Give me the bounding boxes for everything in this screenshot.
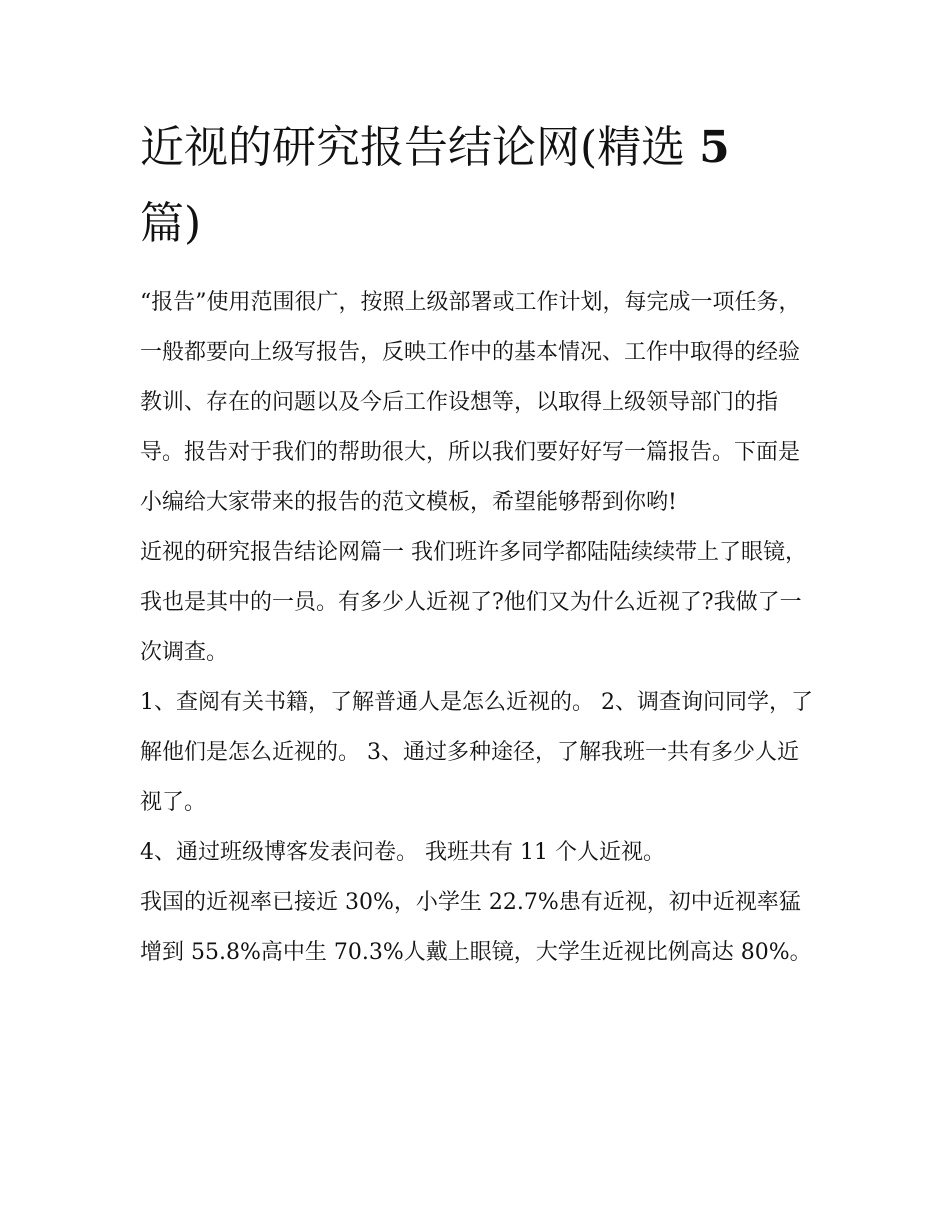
title-text: 近视的研究报告结论网(精选 — [140, 122, 700, 173]
steps-paragraph: 1、查阅有关书籍，了解普通人是怎么近视的。 2、调查询问同学，了解他们是怎么近视的。 3、通过多种途径，了解我班一共有多少人近视了。 — [140, 690, 813, 815]
section-intro-paragraph: 近视的研究报告结论网篇一 我们班许多同学都陆陆续续带上了眼镜，我也是其中的一员。有多少人近视了?他们又为什么近视了?我做了一次调查。 — [140, 540, 807, 665]
intro-paragraph: “报告”使用范围很广，按照上级部署或工作计划，每完成一项任务，一般都要向上级写报告，反映工作中的基本情况、工作中取得的经验教训、存在的问题以及今后工作设想等，以取得上级领导部门的指导。报告对于我们的帮助很大，所以我们要好好写一篇报告。下面是小编给大家带来的报告的范文模板，希望能够帮到你哟! — [140, 290, 801, 515]
survey-paragraph: 4、通过班级博客发表问卷。 我班共有 11 个人近视。 — [140, 840, 665, 865]
document-title — [140, 110, 820, 262]
title-number: 5 — [699, 122, 730, 173]
statistics-paragraph: 我国的近视率已接近 30%，小学生 22.7%患有近视，初中近视率猛增到 55.8%高中生 70.3%人戴上眼镜，大学生近视比例高达 80%。 — [140, 890, 812, 965]
document-body — [140, 278, 820, 978]
title-text-continued: 篇) — [140, 198, 202, 249]
